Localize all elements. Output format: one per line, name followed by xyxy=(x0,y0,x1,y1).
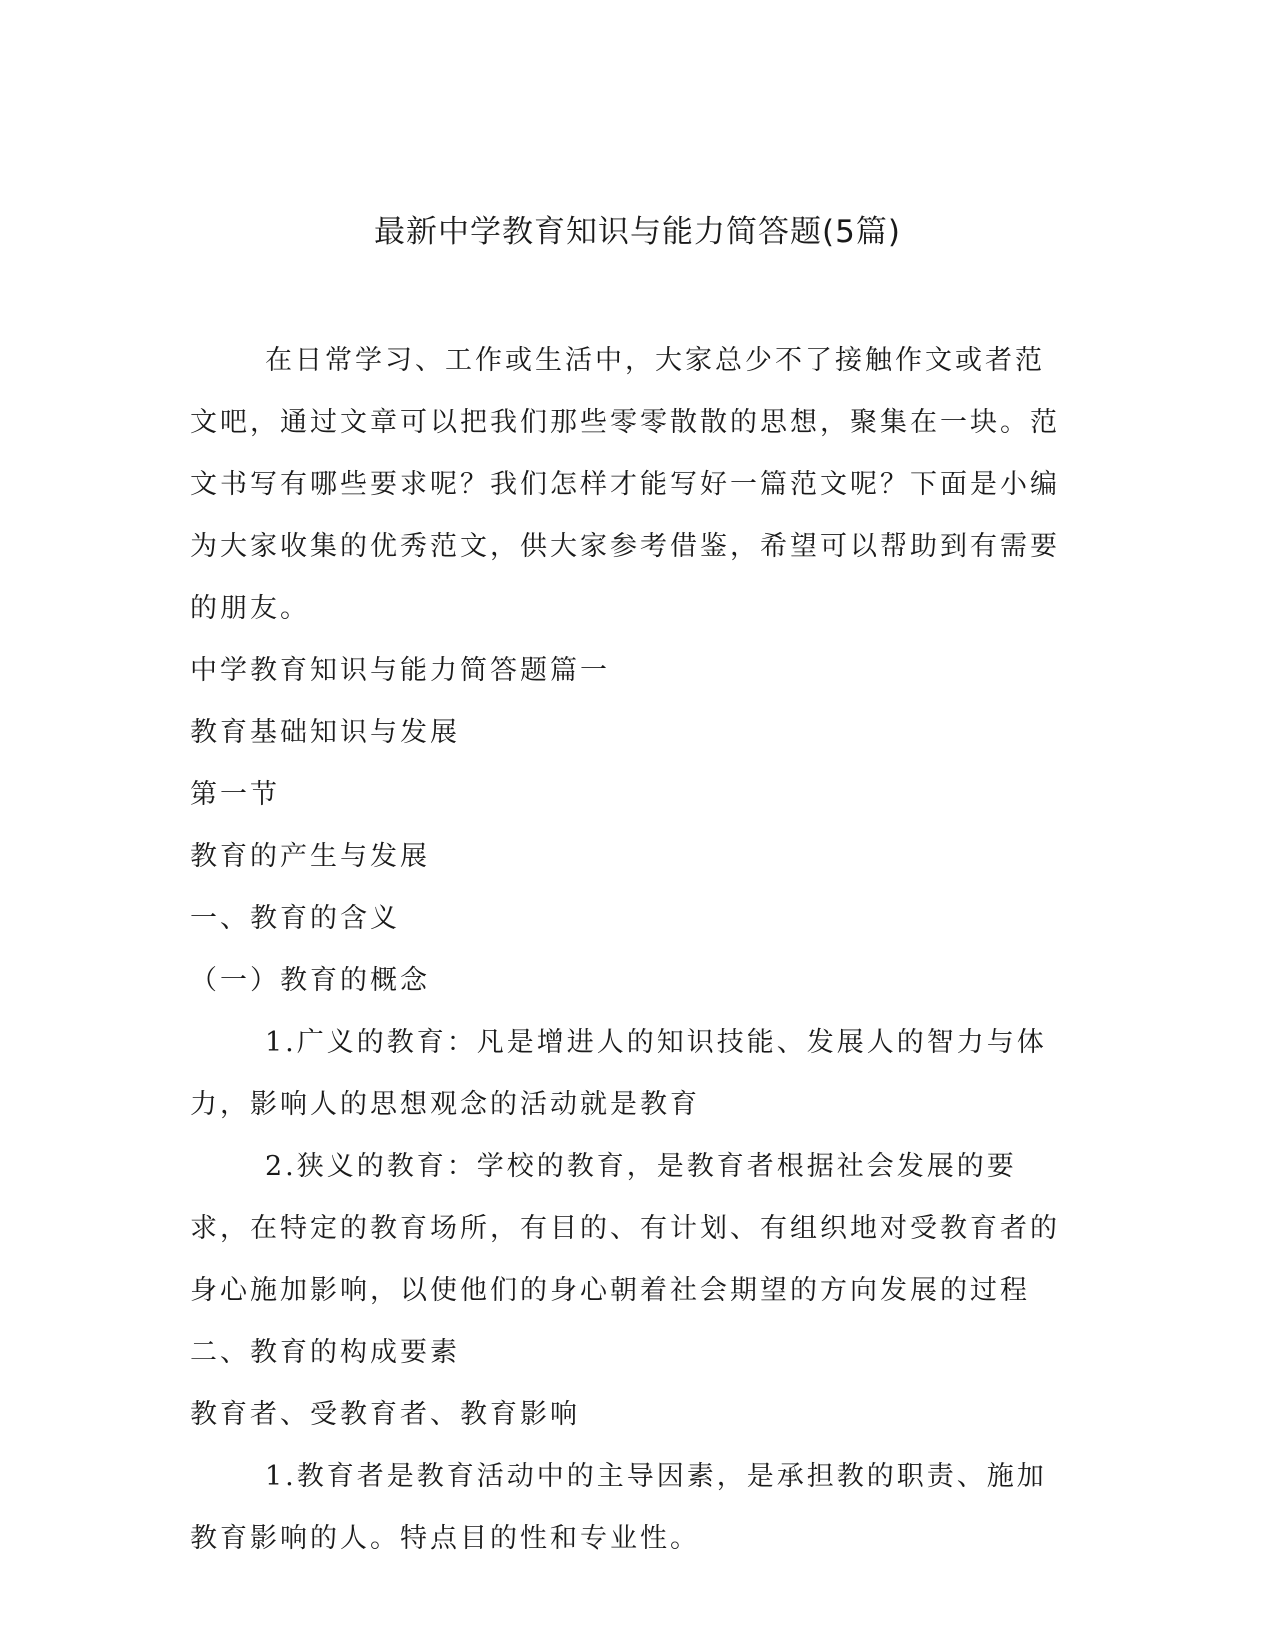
subsection-heading: 二、教育的构成要素 xyxy=(190,1337,460,1368)
section-title: 教育的产生与发展 xyxy=(190,841,430,872)
intro-paragraph: 在日常学习、工作或生活中，大家总少不了接触作文或者范文吧，通过文章可以把我们那些零零散散的思想，聚集在一块。范文书写有哪些要求呢？我们怎样才能写好一篇范文呢？下面是小编为大家收集的优秀范文，供大家参考借鉴，希望可以帮助到有需要的朋友。 xyxy=(190,345,1060,624)
chapter-heading: 教育基础知识与发展 xyxy=(190,717,460,748)
section-heading: 中学教育知识与能力简答题篇一 xyxy=(190,655,610,686)
subsection-subheading: （一）教育的概念 xyxy=(190,965,430,996)
definition-paragraph: 2.狭义的教育：学校的教育，是教育者根据社会发展的要求，在特定的教育场所，有目的、有计划、有组织地对受教育者的身心施加影响，以使他们的身心朝着社会期望的方向发展的过程 xyxy=(190,1151,1060,1306)
elements-list: 教育者、受教育者、教育影响 xyxy=(190,1399,580,1430)
definition-paragraph: 1.广义的教育：凡是增进人的知识技能、发展人的智力与体力，影响人的思想观念的活动就是教育 xyxy=(190,1027,1047,1120)
subsection-heading: 一、教育的含义 xyxy=(190,903,400,934)
section-number: 第一节 xyxy=(190,779,280,810)
document-body xyxy=(190,330,1070,1570)
document-title: 最新中学教育知识与能力简答题(5篇) xyxy=(374,214,901,250)
definition-paragraph: 1.教育者是教育活动中的主导因素，是承担教的职责、施加教育影响的人。特点目的性和专业性。 xyxy=(190,1461,1047,1554)
